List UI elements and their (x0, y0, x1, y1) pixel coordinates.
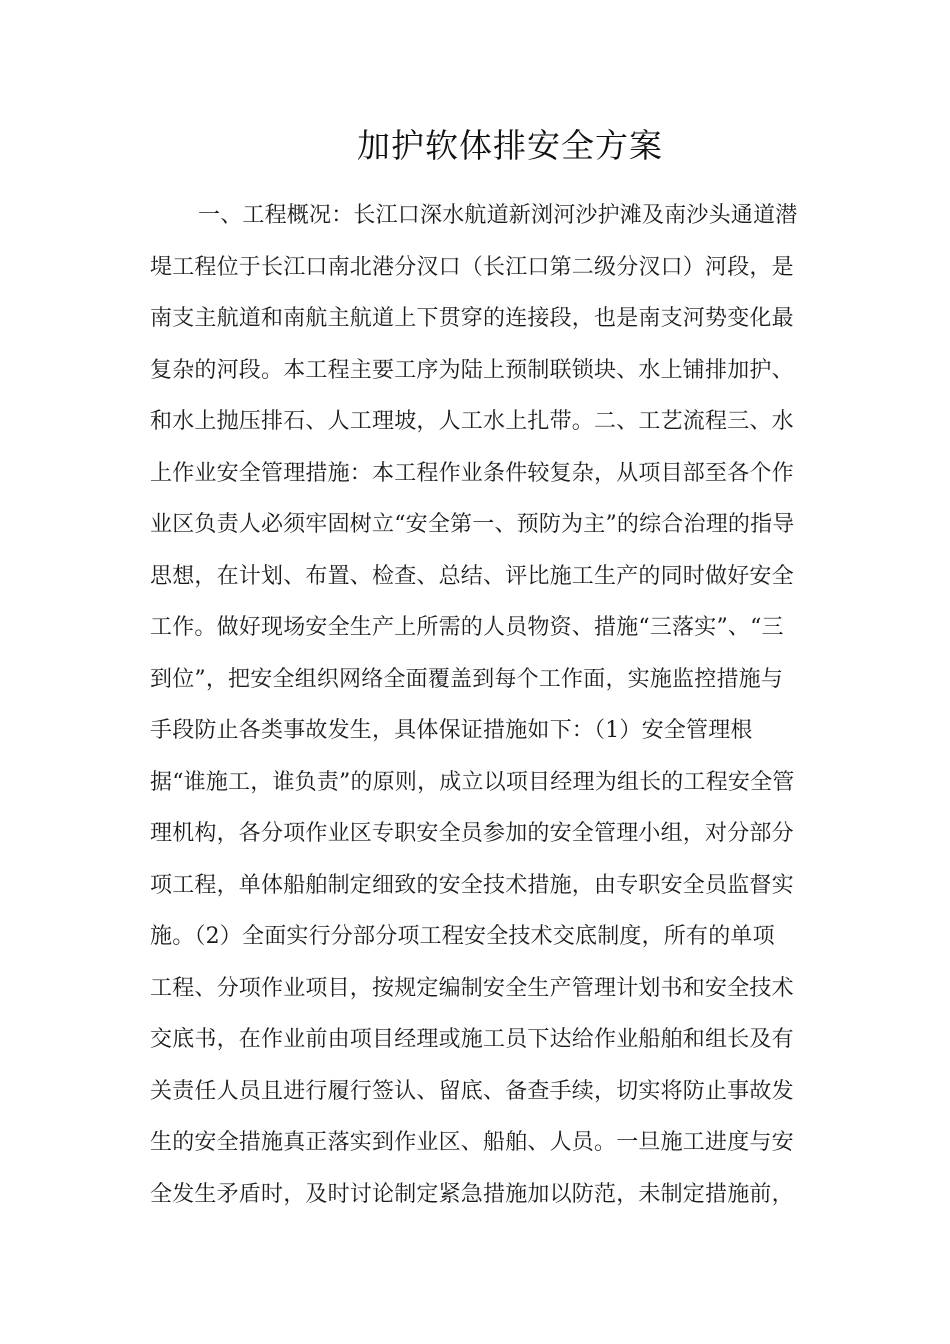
body-line: 业区负责人必须牢固树立“安全第一、预防为主”的综合治理的指导 (150, 512, 795, 537)
body-line: 一、工程概况：长江口深水航道新浏河沙护滩及南沙头通道潜 (198, 203, 798, 228)
body-line: 手段防止各类事故发生，具体保证措施如下：（1）安全管理根 (150, 718, 753, 743)
body-line: 到位”，把安全组织网络全面覆盖到每个工作面，实施监控措施与 (150, 666, 784, 692)
body-line: 上作业安全管理措施：本工程作业条件较复杂，从项目部至各个作 (150, 460, 794, 486)
body-line: 和水上抛压排石、人工理坡，人工水上扎带。二、工艺流程三、水 (150, 409, 794, 434)
body-line: 全发生矛盾时，及时讨论制定紧急措施加以防范，未制定措施前， (150, 1181, 794, 1207)
body-line: 工作。做好现场安全生产上所需的人员物资、措施“三落实”、“三 (150, 615, 784, 640)
body-line: 工程、分项作业项目，按规定编制安全生产管理计划书和安全技术 (150, 975, 794, 1001)
document-title: 加护软体排安全方案 (357, 126, 663, 165)
body-line: 理机构，各分项作业区专职安全员参加的安全管理小组，对分部分 (150, 821, 794, 846)
document-body (150, 196, 810, 1226)
body-line: 交底书，在作业前由项目经理或施工员下达给作业船舶和组长及有 (150, 1027, 794, 1052)
body-line: 施。（2）全面实行分部分项工程安全技术交底制度，所有的单项 (150, 924, 775, 949)
body-line: 复杂的河段。本工程主要工序为陆上预制联锁块、水上铺排加护、 (150, 357, 794, 383)
body-line: 思想，在计划、布置、检查、总结、评比施工生产的同时做好安全 (150, 563, 794, 589)
body-line: 项工程，单体船舶制定细致的安全技术措施，由专职安全员监督实 (150, 872, 794, 898)
body-line: 生的安全措施真正落实到作业区、船舶、人员。一旦施工进度与安 (150, 1130, 794, 1155)
body-line: 据“谁施工，谁负责”的原则，成立以项目经理为组长的工程安全管 (150, 769, 795, 795)
body-line: 关责任人员且进行履行签认、留底、备查手续，切实将防止事故发 (150, 1078, 794, 1104)
body-line: 南支主航道和南航主航道上下贯穿的连接段，也是南支河势变化最 (150, 306, 794, 331)
body-line: 堤工程位于长江口南北港分汊口（长江口第二级分汊口）河段，是 (150, 254, 794, 280)
